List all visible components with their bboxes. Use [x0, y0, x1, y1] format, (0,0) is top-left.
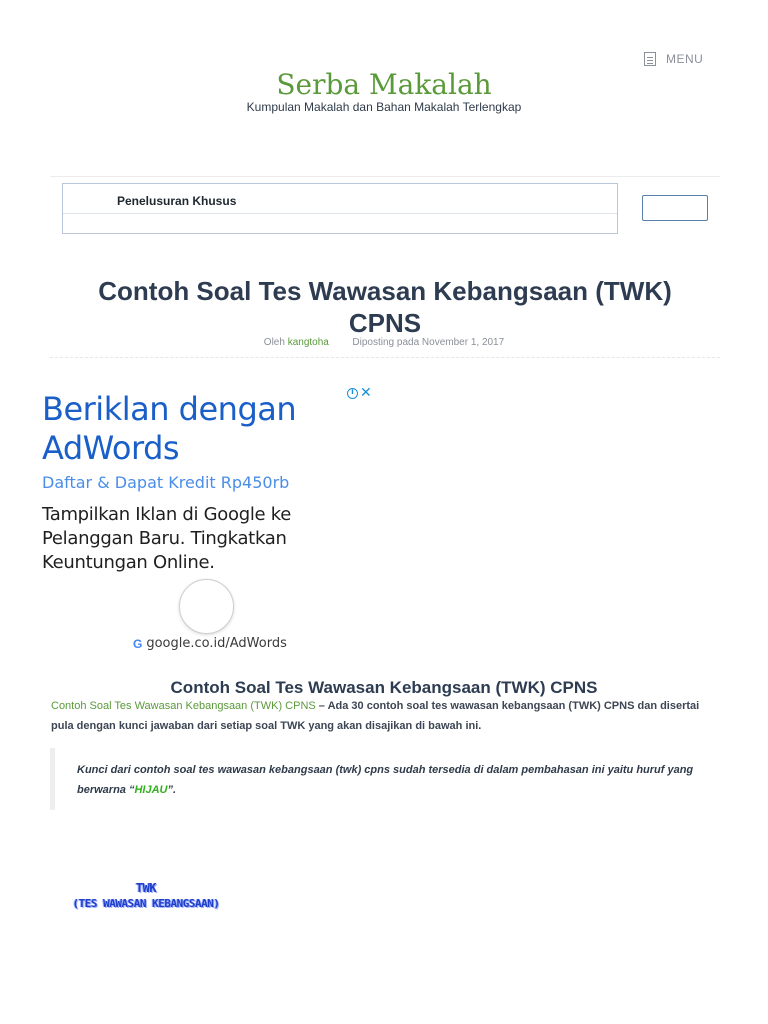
header-divider: [50, 176, 720, 177]
ad-subline-link[interactable]: Daftar & Dapat Kredit Rp450rb: [42, 473, 290, 492]
ad-info-icon[interactable]: [347, 388, 358, 399]
quote-highlight: HIJAU: [134, 784, 168, 796]
ad-body-text: Tampilkan Iklan di Google ke Pelanggan Baru. Tingkatkan Keuntungan Online.: [42, 504, 291, 573]
menu-label: MENU: [666, 52, 704, 66]
google-icon: G: [133, 636, 143, 651]
post-date: Diposting pada November 1, 2017: [352, 337, 505, 348]
ad-close-icon[interactable]: ✕: [360, 385, 372, 401]
ad-controls: [347, 387, 372, 399]
meta-by: Oleh: [263, 337, 285, 348]
author-link[interactable]: kangtoha: [287, 337, 329, 348]
content-heading: Contoh Soal Tes Wawasan Kebangsaan (TWK) CPNS: [170, 678, 598, 698]
search-input-line: [63, 213, 617, 214]
intro-text: – Ada 30 contoh soal tes wawasan kebangsaan (TWK) CPNS dan disertai pula dengan kunci jawaban dari setiap soal TWK yang akan disajikan di bawah ini.: [51, 700, 700, 732]
custom-search-box[interactable]: [62, 183, 618, 234]
article-meta: [0, 337, 768, 348]
article-title: Contoh Soal Tes Wawasan Kebangsaan (TWK) CPNS: [98, 276, 672, 339]
twk-title-image: [54, 880, 238, 920]
site-title-container: [0, 66, 768, 96]
intro-link[interactable]: Contoh Soal Tes Wawasan Kebangsaan (TWK) CPNS: [51, 700, 316, 712]
twk-image-line1: TWK: [135, 881, 157, 895]
ad-arrow-button[interactable]: [179, 579, 234, 634]
ad-url-text: google.co.id/AdWords: [146, 636, 287, 651]
ad-headline-link[interactable]: Beriklan dengan AdWords: [42, 390, 297, 467]
twk-image-line2: (TES WAWASAN KEBANGSAAN): [72, 897, 220, 910]
intro-paragraph: [51, 696, 721, 736]
meta-divider: [50, 357, 720, 358]
menu-icon: [644, 52, 656, 66]
site-tagline: Kumpulan Makalah dan Bahan Makalah Terlengkap: [246, 100, 522, 114]
menu-button[interactable]: [644, 52, 703, 66]
search-label: Penelusuran Khusus: [117, 194, 237, 208]
site-title-link[interactable]: Serba Makalah: [276, 68, 492, 96]
ad-url-link[interactable]: [133, 636, 287, 651]
answer-key-note: [50, 748, 700, 810]
search-button[interactable]: [642, 195, 708, 221]
quote-text-before: Kunci dari contoh soal tes wawasan kebangsaan (twk) cpns sudah tersedia di dalam pembahasan ini yaitu huruf yang berwarna “: [77, 764, 694, 796]
quote-text-after: ”.: [167, 784, 177, 796]
